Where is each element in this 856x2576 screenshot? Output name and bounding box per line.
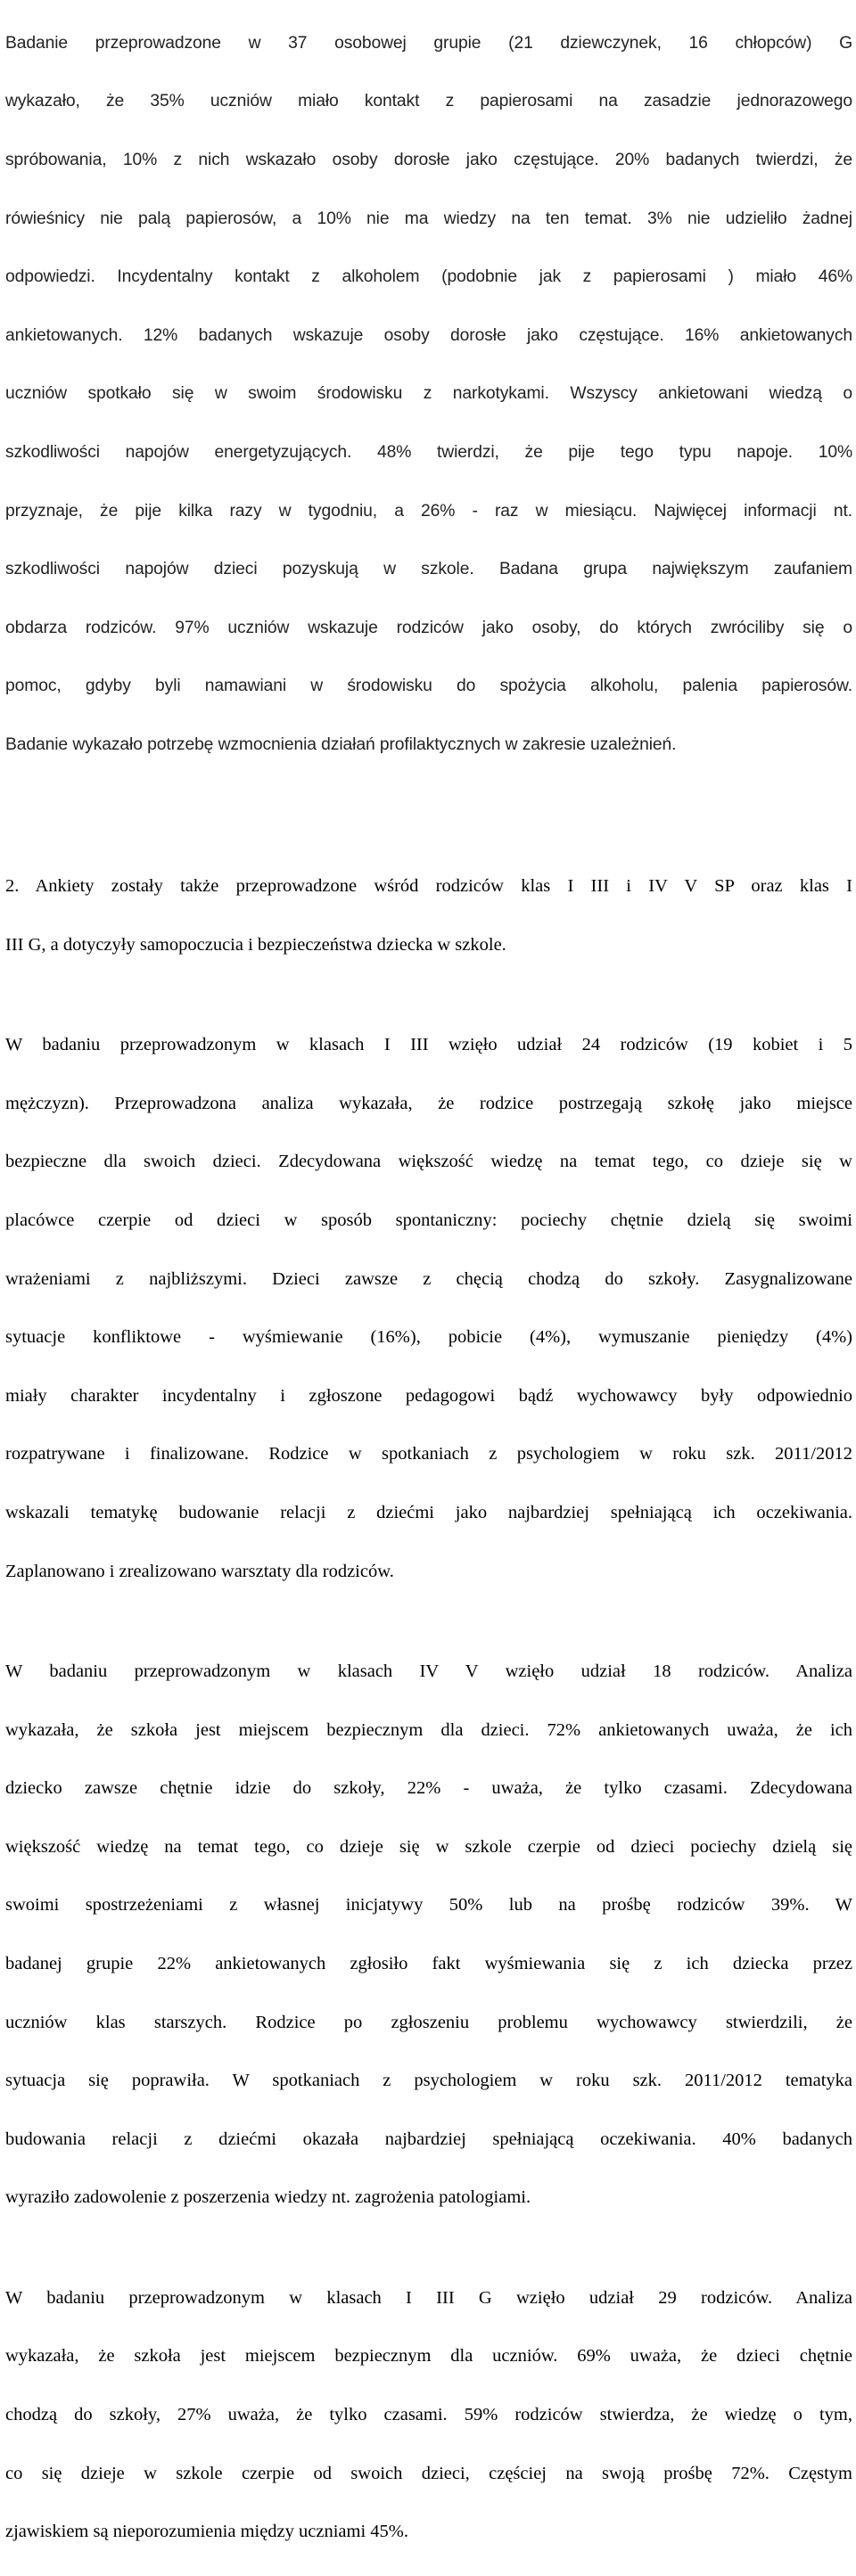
text-line: W badaniu przeprowadzonym w klasach I III G wzięło udział 29 rodziców. Analiza	[5, 2287, 852, 2308]
text-line: zjawiskiem są nieporozumienia między uczniami 45%.	[5, 2522, 408, 2542]
text-line: sytuacja się poprawiła. W spotkaniach z psychologiem w roku szk. 2011/2012 tematyka	[5, 2071, 852, 2091]
text-line: wykazało, że 35% uczniów miało kontakt z papierosami na zasadzie jednorazowego	[5, 92, 852, 111]
text-line: placówce czerpie od dzieci w sposób spontaniczny: pociechy chętnie dzielą się swoimi	[5, 1210, 852, 1231]
text-line: Zaplanowano i zrealizowano warsztaty dla rodziców.	[5, 1561, 394, 1581]
text-line: wykazała, że szkoła jest miejscem bezpiecznym dla uczniów. 69% uważa, że dzieci chętnie	[5, 2346, 852, 2367]
text-line: wykazała, że szkoła jest miejscem bezpiecznym dla dzieci. 72% ankietowanych uważa, że ich	[5, 1719, 852, 1740]
text-line: rówieśnicy nie palą papierosów, a 10% nie ma wiedzy na ten temat. 3% nie udzieliło żadnej	[5, 209, 852, 228]
text-line: badanej grupie 22% ankietowanych zgłosiło fakt wyśmiewania się z ich dziecka przez	[5, 1954, 852, 1973]
text-line: przyznaje, że pije kilka razy w tygodniu, a 26% - raz w miesiącu. Najwięcej informacji nt.	[5, 501, 852, 521]
text-line: W badaniu przeprowadzonym w klasach IV V wzięło udział 18 rodziców. Analiza	[5, 1661, 852, 1682]
text-line: szkodliwości napojów dzieci pozyskują w szkole. Badana grupa największym zaufaniem	[5, 560, 852, 579]
text-line: swoimi spostrzeżeniami z własnej inicjatywy 50% lub na prośbę rodziców 39%. W	[5, 1895, 852, 1916]
text-line: bezpieczne dla swoich dzieci. Zdecydowana większość wiedzę na temat tego, co dzieje się w	[5, 1152, 852, 1172]
text-line: większość wiedzę na temat tego, co dzieje się w szkole czerpie od dzieci pociechy dzielą się	[5, 1836, 852, 1857]
text-line: uczniów klas starszych. Rodzice po zgłoszeniu problemu wychowawcy stwierdzili, że	[5, 2012, 852, 2032]
text-line: W badaniu przeprowadzonym w klasach I III wzięło udział 24 rodziców (19 kobiet i 5	[5, 1035, 852, 1055]
text-line: szkodliwości napojów energetyzujących. 48% twierdzi, że pije tego typu napoje. 10%	[5, 442, 852, 462]
text-line: III G, a dotyczyły samopoczucia i bezpieczeństwa dziecka w szkole.	[5, 934, 506, 955]
text-line: Badanie przeprowadzone w 37 osobowej grupie (21 dziewczynek, 16 chłopców) G	[5, 33, 852, 53]
paragraph-parent-surveys-intro	[5, 843, 852, 989]
text-line: odpowiedzi. Incydentalny kontakt z alkoholem (podobnie jak z papierosami ) miało 46%	[5, 267, 852, 287]
text-line: wskazali tematykę budowanie relacji z dziećmi jako najbardziej spełniającą ich oczekiwania.	[5, 1503, 852, 1523]
text-line: spróbowania, 10% z nich wskazało osoby dorosłe jako częstujące. 20% badanych twierdzi, że	[5, 150, 852, 169]
text-line: ankietowanych. 12% badanych wskazuje osoby dorosłe jako częstujące. 16% ankietowanych	[5, 325, 852, 345]
paragraph-classes-1-3	[5, 1002, 852, 1616]
text-line: dziecko zawsze chętnie idzie do szkoły, 22% - uważa, że tylko czasami. Zdecydowana	[5, 1778, 852, 1799]
text-line: wrażeniami z najbliższymi. Dzieci zawsze z chęcią chodzą do szkoły. Zasygnalizowane	[5, 1268, 852, 1289]
text-line: rozpatrywane i finalizowane. Rodzice w spotkaniach z psychologiem w roku szk. 2011/2012	[5, 1444, 852, 1464]
text-line: wyraziło zadowolenie z poszerzenia wiedzy nt. zagrożenia patologiami.	[5, 2187, 531, 2208]
text-line: mężczyzn). Przeprowadzona analiza wykazała, że rodzice postrzegają szkołę jako miejsce	[5, 1093, 852, 1113]
paragraph-classes-4-5	[5, 1628, 852, 2242]
text-line: pomoc, gdyby byli namawiani w środowisku do spożycia alkoholu, palenia papierosów.	[5, 677, 852, 696]
paragraph-classes-1-3-g	[5, 2254, 852, 2576]
text-line: obdarza rodziców. 97% uczniów wskazuje rodziców jako osoby, do których zwróciliby się o	[5, 618, 852, 637]
paragraph-student-survey	[5, 0, 852, 790]
text-line: budowania relacji z dziećmi okazała najbardziej spełniającą oczekiwania. 40% badanych	[5, 2129, 852, 2149]
document-page	[5, 0, 852, 2576]
text-line: sytuacje konfliktowe - wyśmiewanie (16%), pobicie (4%), wymuszanie pieniędzy (4%)	[5, 1327, 852, 1348]
text-line: chodzą do szkoły, 27% uważa, że tylko czasami. 59% rodziców stwierdza, że wiedzę o tym,	[5, 2404, 852, 2424]
text-line: miały charakter incydentalny i zgłoszone pedagogowi bądź wychowawcy były odpowiednio	[5, 1385, 852, 1406]
text-line: 2. Ankiety zostały także przeprowadzone wśród rodziców klas I III i IV V SP oraz klas I	[5, 876, 852, 897]
text-line: co się dzieje w szkole czerpie od swoich dzieci, częściej na swoją prośbę 72%. Częstym	[5, 2463, 852, 2483]
text-line: uczniów spotkało się w swoim środowisku z narkotykami. Wszyscy ankietowani wiedzą o	[5, 384, 852, 404]
text-line: Badanie wykazało potrzebę wzmocnienia działań profilaktycznych w zakresie uzależnień.	[5, 734, 677, 754]
